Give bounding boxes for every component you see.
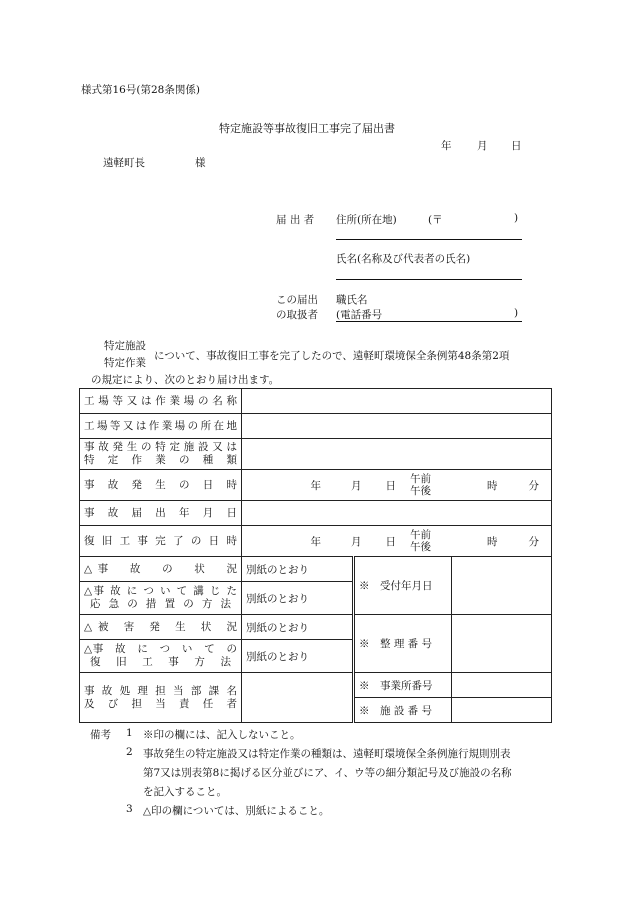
responsible-person-label-line-2: 及 び 担 当 責 任 者	[84, 697, 237, 710]
notes-heading: 備考	[90, 729, 111, 741]
name-label: 氏名(名称及び代表者の氏名)	[336, 253, 471, 265]
statement-line-1: について、事故復旧工事を完了したので、遠軽町環境保全条例第48条第2項	[154, 350, 510, 362]
facility-type-label	[80, 439, 242, 470]
restoration-method-label-line-2: 復 旧 工 事 方 法	[90, 656, 231, 668]
name-line	[336, 278, 522, 280]
statement-line-2: の規定により、次のとおり届け出ます。	[91, 374, 280, 386]
restoration-method-label	[80, 640, 242, 673]
year-unit: 年	[310, 535, 321, 548]
addressee: 遠軽町長	[103, 157, 145, 169]
report-date-field[interactable]	[242, 501, 552, 526]
table-row	[80, 389, 552, 414]
handler-label-1: この届出	[276, 294, 318, 306]
report-table	[79, 388, 552, 723]
factory-location-label: 工場等又は作業場の所在地	[80, 414, 242, 439]
address-line	[336, 238, 522, 240]
responsible-person-label-line-1: 事 故 処 理 担 当 部 課 名	[84, 684, 237, 697]
month-unit: 月	[351, 535, 362, 548]
receipt-date-label: ※ 受付年月日	[354, 557, 452, 615]
table-row	[80, 526, 552, 557]
note-2-number: 2	[126, 746, 133, 758]
table-row	[80, 557, 552, 582]
factory-name-field[interactable]	[242, 389, 552, 414]
office-number-label: ※ 事業所番号	[354, 673, 452, 698]
office-number-field	[452, 673, 552, 698]
table-row	[80, 673, 552, 698]
facility-type-field[interactable]	[242, 439, 552, 470]
date-day-label: 日	[511, 140, 522, 152]
document-title: 特定施設等事故復旧工事完了届出書	[219, 122, 395, 135]
reference-number-field	[452, 615, 552, 673]
table-row	[80, 439, 552, 470]
accident-status-value: 別紙のとおり	[242, 557, 354, 582]
phone-line	[336, 320, 522, 322]
month-unit: 月	[351, 479, 362, 492]
emergency-measures-label-line-1: △事 故 に つ い て 講 じ た	[84, 585, 237, 597]
damage-status-value: 別紙のとおり	[242, 615, 354, 640]
note-3: △印の欄については、別紙によること。	[143, 805, 330, 817]
report-date-label: 事 故 届 出 年 月 日	[80, 501, 242, 526]
phone-close: )	[514, 307, 519, 319]
accident-datetime-field[interactable]	[242, 470, 552, 501]
facility-type-label-line-1: 事故発生の特定施設又は	[84, 441, 237, 453]
addressee-honorific: 様	[195, 157, 206, 169]
am-pm-selector[interactable]	[410, 529, 431, 553]
minute-unit: 分	[528, 535, 539, 548]
option-facility: 特定施設	[104, 340, 146, 352]
emergency-measures-label-line-2: 応 急 の 措 置 の 方 法	[90, 598, 231, 610]
restoration-method-label-line-1: △事 故 に つ い て の	[84, 643, 237, 655]
hour-unit: 時	[487, 479, 498, 492]
applicant-label: 届 出 者	[276, 214, 315, 226]
receipt-date-field	[452, 557, 552, 615]
table-row	[80, 615, 552, 640]
responsible-person-field[interactable]	[242, 673, 354, 723]
damage-status-label: △被 害 発 生 状 況	[80, 615, 242, 640]
emergency-measures-value: 別紙のとおり	[242, 582, 354, 615]
pm-label: 午後	[410, 485, 431, 497]
am-label: 午前	[410, 529, 431, 541]
address-label: 住所(所在地)	[336, 214, 397, 226]
hour-unit: 時	[487, 535, 498, 548]
emergency-measures-label	[80, 582, 242, 615]
postal-open: (〒	[428, 214, 443, 226]
am-label: 午前	[410, 473, 431, 485]
phone-label: (電話番号	[336, 309, 383, 321]
pm-label: 午後	[410, 541, 431, 553]
accident-status-label: △事 故 の 状 況	[80, 557, 242, 582]
facility-type-label-line-2: 特 定 作 業 の 種 類	[84, 454, 237, 466]
facility-number-field	[452, 698, 552, 723]
table-row	[80, 414, 552, 439]
completion-datetime-label: 復 旧 工 事 完 了 の 日 時	[80, 526, 242, 557]
day-unit: 日	[385, 535, 396, 548]
responsible-person-label	[80, 673, 242, 723]
year-unit: 年	[310, 479, 321, 492]
restoration-method-value: 別紙のとおり	[242, 640, 354, 673]
facility-number-label: ※ 施 設 番 号	[354, 698, 452, 723]
day-unit: 日	[385, 479, 396, 492]
table-row	[80, 470, 552, 501]
date-month-label: 月	[477, 140, 488, 152]
option-work: 特定作業	[104, 357, 146, 369]
position-name-label: 職氏名	[336, 294, 368, 306]
table-row	[80, 501, 552, 526]
handler-label-2: の取扱者	[276, 309, 318, 321]
accident-datetime-label: 事 故 発 生 の 日 時	[80, 470, 242, 501]
form-number: 様式第16号(第28条関係)	[81, 84, 200, 96]
reference-number-label: ※ 整 理 番 号	[354, 615, 452, 673]
completion-datetime-field[interactable]	[242, 526, 552, 557]
am-pm-selector[interactable]	[410, 473, 431, 497]
note-2-line-2: 第7又は別表第8に掲げる区分並びにア、イ、ウ等の細分類記号及び施設の名称	[143, 767, 512, 779]
note-1-number: 1	[126, 727, 133, 739]
note-1: ※印の欄には、記入しないこと。	[143, 729, 301, 741]
note-2-line-1: 事故発生の特定施設又は特定作業の種類は、遠軽町環境保全条例施行規則別表	[143, 748, 511, 760]
factory-location-field[interactable]	[242, 414, 552, 439]
factory-name-label: 工場等又は作業場の名称	[80, 389, 242, 414]
note-2-line-3: を記入すること。	[143, 786, 227, 798]
note-3-number: 3	[126, 803, 133, 815]
minute-unit: 分	[528, 479, 539, 492]
postal-close: )	[514, 212, 519, 224]
date-year-label: 年	[441, 140, 452, 152]
